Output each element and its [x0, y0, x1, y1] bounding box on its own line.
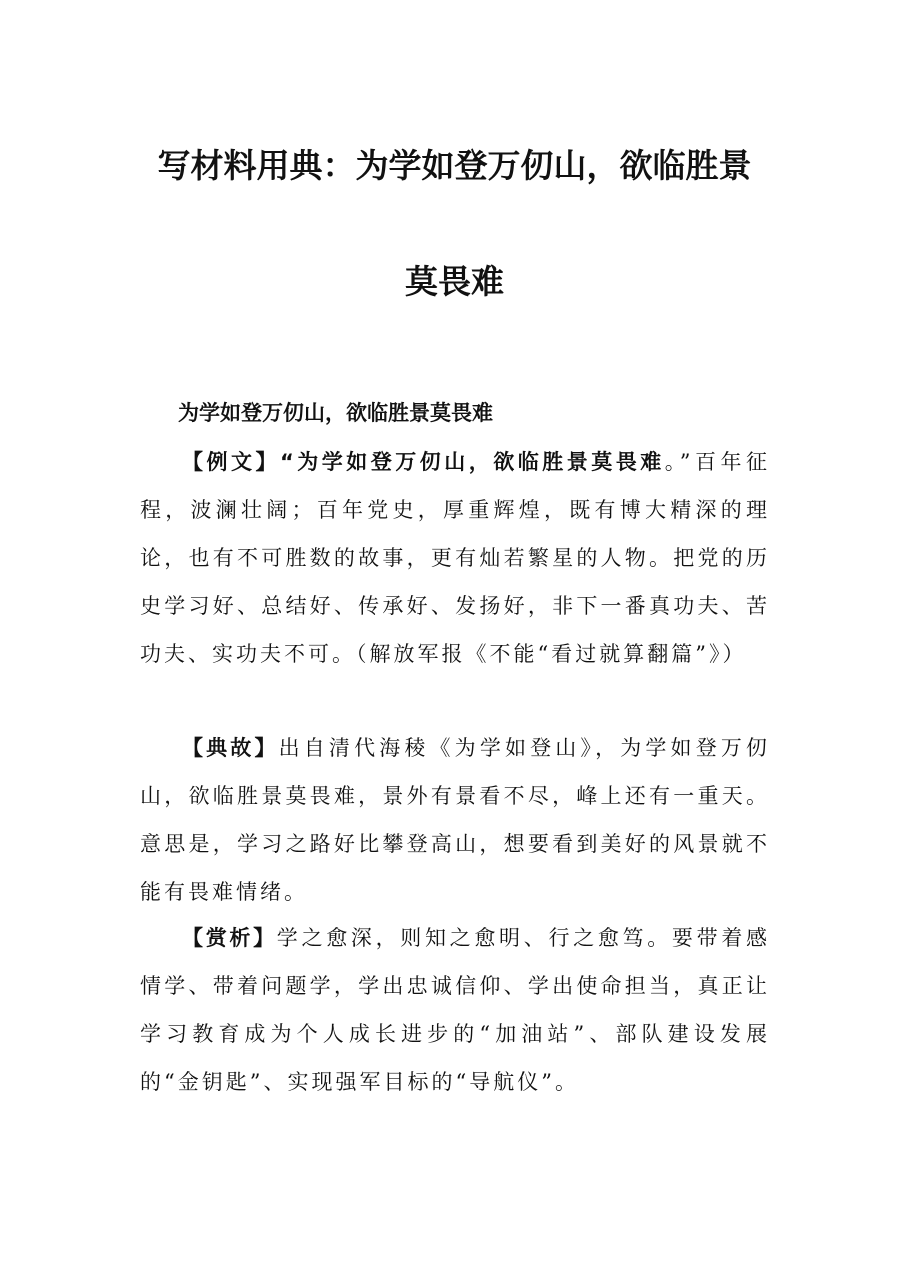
page-title-line-1: 写材料用典：为学如登万仞山，欲临胜景	[157, 146, 752, 185]
example-tag: 【例文】	[182, 450, 280, 474]
example-text: 。”百年征程，波澜壮阔；百年党史，厚重辉煌，既有博大精深的理论，也有不可胜数的故事，更有灿若繁星的人物。把党的历史学习好、总结好、传承好、发扬好，非下一番真功夫、苦功夫、实功夫不可。（解放军报《不能“看过就算翻篇”》）	[140, 450, 770, 666]
example-quote: “为学如登万仞山，欲临胜景莫畏难	[280, 450, 665, 474]
page-title-line-2: 莫畏难	[405, 262, 504, 301]
allusion-text: 出自清代海稜《为学如登山》，为学如登万仞山，欲临胜景莫畏难，景外有景看不尽，峰上还有一重天。意思是，学习之路好比攀登高山，想要看到美好的风景就不能有畏难情绪。	[140, 736, 770, 904]
allusion-paragraph	[140, 724, 770, 916]
section-subheading: 为学如登万仞山，欲临胜景莫畏难	[178, 401, 493, 425]
appreciation-paragraph	[140, 914, 770, 1106]
example-paragraph	[140, 438, 770, 678]
appreciation-tag: 【赏析】	[182, 926, 277, 950]
appreciation-text: 学之愈深，则知之愈明、行之愈笃。要带着感情学、带着问题学，学出忠诚信仰、学出使命担当，真正让学习教育成为个人成长进步的“加油站”、部队建设发展的“金钥匙”、实现强军目标的“导航仪”。	[140, 926, 771, 1094]
allusion-tag: 【典故】	[182, 736, 279, 760]
